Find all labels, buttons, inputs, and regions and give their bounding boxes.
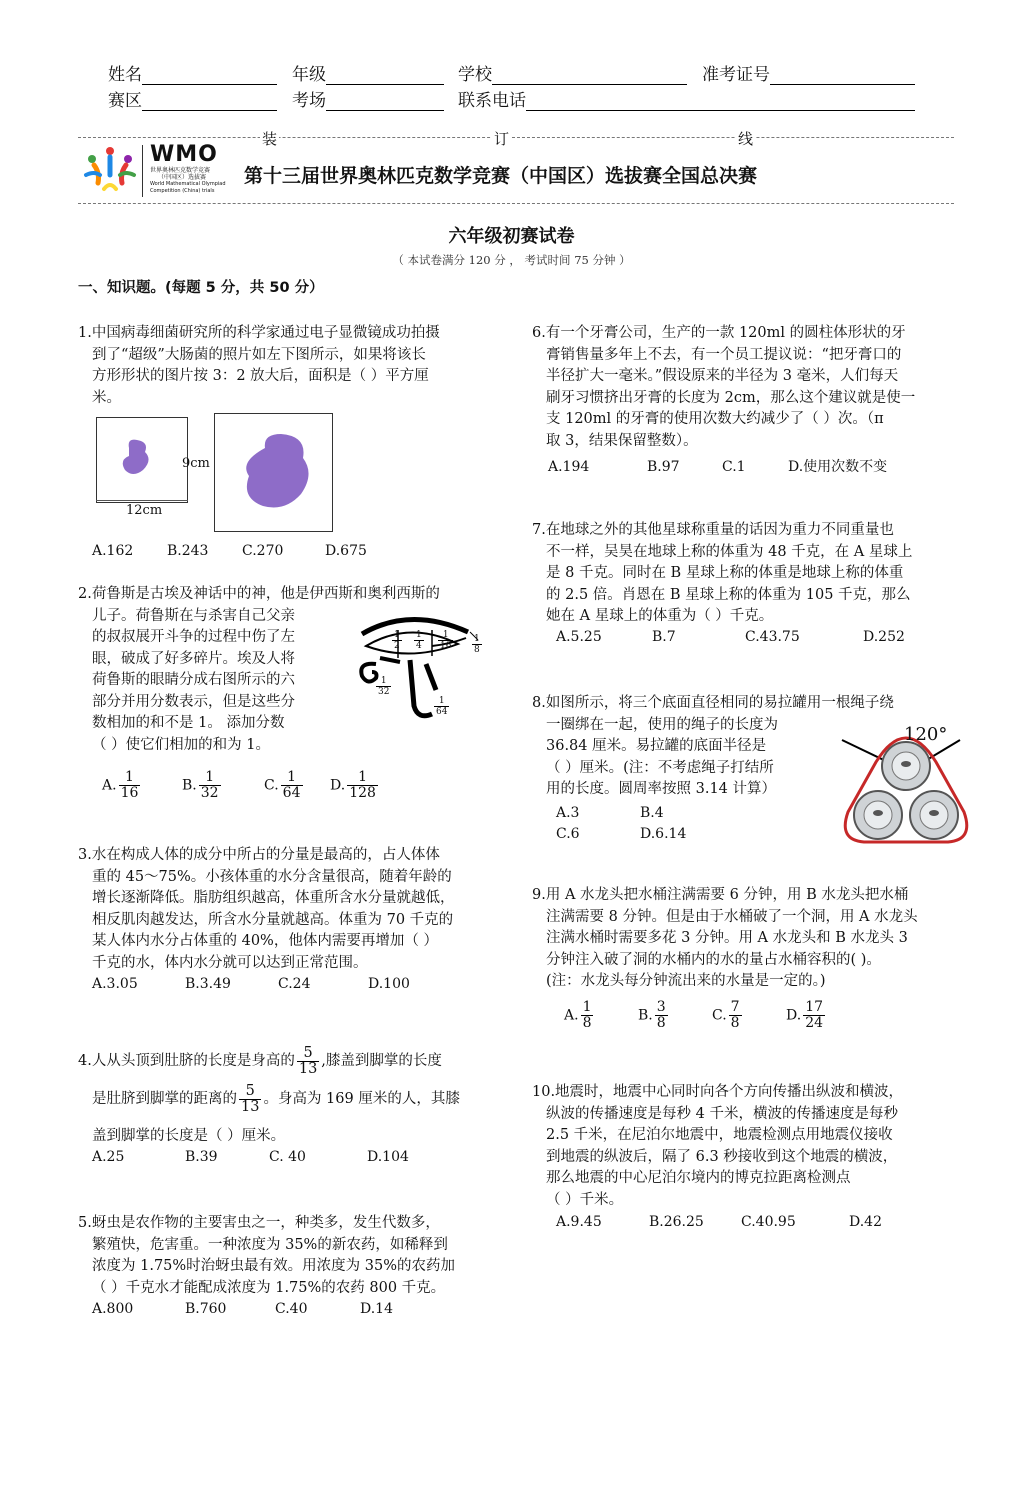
q6-line: 取 3，结果保留整数）。 — [546, 432, 698, 449]
q3-line: 增长逐渐降低。脂肪组织越高，体重所含水分量就越低， — [92, 890, 455, 906]
frac-d: 13 — [298, 1060, 318, 1077]
question-7 — [532, 520, 962, 628]
q7-options — [556, 629, 905, 645]
bacteria-large-icon — [215, 414, 332, 531]
phone-field[interactable] — [458, 86, 915, 111]
q8-option-d[interactable]: D.6.14 — [640, 826, 687, 842]
q4-text: 是肚脐到脚掌的距离的 — [92, 1091, 237, 1107]
q3-line: 千克的水，体内水分就可以达到正常范围。 — [92, 954, 368, 971]
q6-option-c[interactable]: C.1 — [722, 459, 746, 475]
q7-option-c[interactable]: C.43.75 — [745, 629, 800, 645]
q1-small-photo — [96, 417, 188, 503]
q8-option-c[interactable]: C.6 — [556, 826, 580, 842]
eye-frac-64 — [434, 696, 449, 717]
question-1 — [78, 323, 508, 409]
q6-option-b[interactable]: B.97 — [647, 459, 680, 475]
frac-d: 16 — [120, 785, 139, 801]
opt-label: C. — [264, 777, 279, 794]
q7-line: 不一样，吴昊在地球上称的体重为 48 千克，在 A 星球上 — [546, 543, 913, 560]
q10-option-d[interactable]: D.42 — [849, 1214, 882, 1230]
q6-line: 膏销售量多年上不去，有一个员工提议说：“把牙膏口的 — [546, 346, 902, 363]
region-label: 赛区 — [108, 91, 142, 111]
phone-label: 联系电话 — [458, 91, 526, 111]
frac-n: 1 — [347, 770, 378, 786]
eye-frac-d: 2 — [394, 641, 400, 651]
q7-line: 是 8 千克。同时在 B 星球上称的体重是地球上称的体重 — [546, 565, 904, 581]
q4-options — [92, 1149, 409, 1165]
q3-line: 重的 45～75%。小孩体重的水分含量很高，随着年龄的 — [92, 868, 452, 885]
q5-option-a[interactable]: A.800 — [92, 1301, 134, 1317]
logo-divider — [142, 145, 143, 197]
frac-n: 17 — [805, 999, 824, 1015]
q6-options — [548, 456, 887, 476]
q1-line: 方形形状的图片按 3：2 放大后，面积是（ ）平方厘 — [92, 368, 429, 384]
frac-n: 1 — [199, 770, 221, 786]
room-field[interactable] — [292, 86, 444, 111]
name-field[interactable] — [108, 60, 277, 85]
q9-line: 9.用 A 水龙头把水桶注满需要 6 分钟，用 B 水龙头把水桶 — [532, 887, 909, 903]
frac-d: 128 — [349, 785, 376, 801]
opt-label: A. — [564, 1007, 579, 1024]
q9-line: 分钟注入破了洞的水桶内的水的量占水桶容积的( )。 — [546, 951, 881, 968]
frac-n: 1 — [281, 770, 303, 786]
q6-line: 支 120ml 的牙膏的使用次数大约减少了（ ）次。（π — [546, 411, 884, 427]
grade-field[interactable] — [292, 60, 444, 85]
q2-line: 荷鲁斯的眼睛分成右图所示的六 — [92, 672, 295, 688]
q5-line: 浓度为 1.75%时治蚜虫最有效。用浓度为 35%的农药加 — [92, 1258, 456, 1274]
exam-id-label: 准考证号 — [702, 65, 770, 85]
frac-n: 1 — [119, 770, 141, 786]
question-4-cont — [78, 1126, 518, 1148]
frac-d: 13 — [241, 1098, 260, 1115]
frac-n: 5 — [239, 1084, 261, 1100]
competition-title: 第十三届世界奥林匹克数学竞赛（中国区）选拔赛全国总决赛 — [244, 165, 758, 187]
frac-d: 8 — [582, 1015, 592, 1031]
logo-cn-1: 世界奥林匹克数学竞赛 — [150, 167, 211, 174]
frac-d: 24 — [805, 1015, 824, 1031]
q10-line: 10.地震时，地震中心同时向各个方向传播出纵波和横波， — [532, 1084, 904, 1100]
q4-line: 盖到脚掌的长度是（ ）厘米。 — [92, 1128, 286, 1144]
eye-frac-n: 1 — [474, 634, 480, 644]
eye-frac-8 — [472, 634, 482, 655]
question-10 — [532, 1082, 972, 1211]
q5-option-c[interactable]: C.40 — [275, 1301, 308, 1317]
grade-blank[interactable] — [326, 64, 444, 85]
opt-label: B. — [638, 1007, 653, 1024]
eye-frac-n: 1 — [434, 696, 449, 707]
q1-line: 米。 — [92, 389, 121, 406]
q1-height-label: 9cm — [182, 456, 210, 471]
q10-option-c[interactable]: C.40.95 — [741, 1214, 796, 1230]
bind-mark-1: 装 — [262, 130, 278, 148]
q8-angle-label: 120° — [904, 724, 948, 745]
eye-frac-16 — [438, 630, 453, 651]
region-blank[interactable] — [142, 90, 277, 111]
q1-options — [92, 543, 367, 559]
q4-text: 4.人从头顶到肚脐的长度是身高的 — [78, 1053, 295, 1069]
q2-line: 数相加的和不是 1。 添加分数 — [92, 715, 285, 731]
q2-line: 儿子。荷鲁斯在与杀害自己父亲 — [92, 607, 295, 624]
bacteria-small-icon — [97, 418, 187, 502]
q9-option-c[interactable] — [712, 1000, 786, 1031]
bind-mark-2: 订 — [494, 130, 510, 148]
phone-blank[interactable] — [526, 90, 915, 111]
q1-option-b[interactable]: B.243 — [167, 543, 209, 559]
q2-line: （ ）使它们相加的和为 1。 — [92, 736, 270, 753]
q9-line: 注满水桶时需要多花 3 分钟。用 A 水龙头和 B 水龙头 3 — [546, 930, 908, 946]
q10-line: （ ）千米。 — [546, 1191, 624, 1208]
q3-line: 3.水在构成人体的成分中所占的分量是最高的，占人体体 — [78, 847, 440, 863]
frac-d: 8 — [730, 1015, 740, 1031]
q10-line: 纵波的传播速度是每秒 4 千米，横波的传播速度是每秒 — [546, 1105, 898, 1122]
q10-line: 2.5 千米，在尼泊尔地震中，地震检测点用地震仪接收 — [546, 1127, 893, 1143]
eye-frac-2 — [392, 630, 402, 651]
q1-option-d[interactable]: D.675 — [325, 543, 367, 559]
question-9 — [532, 885, 972, 993]
section-title: 一、知识题。(每题 5 分，共 50 分） — [78, 280, 324, 296]
q8-line: 36.84 厘米。易拉罐的底面半径是 — [546, 738, 767, 754]
q4-text: 。身高为 169 厘米的人，其膝 — [263, 1091, 460, 1107]
q8-line: 一圈绑在一起，使用的绳子的长度为 — [546, 716, 778, 733]
eye-frac-d: 8 — [474, 645, 480, 655]
q8-option-a[interactable]: A.3 — [556, 805, 580, 821]
opt-label: B. — [182, 777, 197, 794]
logo-subtext — [150, 167, 226, 195]
exam-id-field[interactable] — [702, 60, 915, 85]
logo-cn-2: （中国区）选拔赛 — [158, 174, 207, 181]
q7-line: 的 2.5 倍。肖恩在 B 星球上称的体重为 105 千克，那么 — [546, 586, 911, 603]
paper-title: 六年级初赛试卷 — [448, 226, 575, 247]
q10-line: 到地震的纵波后，隔了 6.3 秒接收到这个地震的横波， — [546, 1148, 898, 1165]
q9-line: 注满需要 8 分钟。但是由于水桶破了一个洞，用 A 水龙头 — [546, 908, 918, 925]
q5-line: 繁殖快，危害重。一种浓度为 35%的新农药，如稀释到 — [92, 1236, 448, 1253]
horus-eye-icon — [340, 610, 490, 722]
frac-n: 3 — [656, 999, 666, 1015]
q1-large-photo — [214, 413, 333, 532]
eye-frac-n: 1 — [438, 630, 453, 641]
eye-frac-d: 64 — [436, 707, 448, 717]
q3-option-c[interactable]: C.24 — [278, 976, 311, 992]
school-field[interactable] — [458, 60, 687, 85]
header-rule — [78, 203, 954, 204]
q6-line: 刷牙习惯挤出牙膏的长度为 2cm，那么这个建议就是使一 — [546, 389, 916, 406]
q5-options — [92, 1301, 393, 1317]
q8-line: 用的长度。圆周率按照 3.14 计算） — [546, 781, 777, 797]
question-3 — [78, 845, 508, 974]
q8-option-b[interactable]: B.4 — [640, 805, 664, 821]
q1-option-a[interactable]: A.162 — [92, 543, 134, 559]
q7-option-d[interactable]: D.252 — [863, 629, 905, 645]
q4-option-d[interactable]: D.104 — [367, 1149, 409, 1165]
frac-d: 32 — [200, 785, 219, 801]
frac-d: 8 — [656, 1015, 666, 1031]
q3-option-d[interactable]: D.100 — [368, 976, 410, 992]
q4-text: ,膝盖到脚掌的长度 — [321, 1053, 442, 1069]
eye-frac-d: 16 — [440, 641, 452, 651]
opt-label: A. — [102, 777, 117, 794]
question-4 — [78, 1042, 518, 1118]
question-6 — [532, 323, 962, 452]
q3-option-a[interactable]: A.3.05 — [92, 976, 138, 992]
frac-n: 7 — [730, 999, 740, 1015]
q10-option-a[interactable]: A.9.45 — [556, 1214, 602, 1230]
q3-options — [92, 976, 410, 992]
school-label: 学校 — [458, 65, 492, 85]
name-label: 姓名 — [108, 65, 142, 85]
eye-frac-4 — [414, 630, 424, 651]
bind-mark-3: 线 — [738, 130, 754, 148]
q2-option-c[interactable] — [264, 770, 330, 801]
q9-options — [564, 1000, 827, 1031]
q3-line: 某人体内水分占体重的 40%，他体内需要再增加（ ） — [92, 933, 438, 949]
paper-note: （ 本试卷满分 120 分 ， 考试时间 75 分钟 ） — [392, 253, 631, 267]
q7-option-b[interactable]: B.7 — [652, 629, 676, 645]
q7-line: 她在 A 星球上的体重为（ ）千克。 — [546, 608, 774, 624]
q2-line: 的叔叔展开斗争的过程中伤了左 — [92, 629, 295, 645]
eye-frac-n: 1 — [416, 630, 422, 640]
opt-label: D. — [330, 777, 346, 794]
q8-options — [556, 803, 686, 845]
eye-frac-n: 1 — [376, 676, 391, 687]
q4-option-b[interactable]: B.39 — [185, 1149, 218, 1165]
q10-line: 那么地震的中心尼泊尔境内的博克拉距离检测点 — [546, 1170, 851, 1186]
question-5 — [78, 1213, 518, 1299]
q2-option-a[interactable] — [102, 770, 182, 801]
q6-line: 半径扩大一毫米。”假设原来的半径为 3 毫米，人们每天 — [546, 368, 899, 384]
q2-line: 2.荷鲁斯是古埃及神话中的神，他是伊西斯和奥利西斯的 — [78, 586, 440, 602]
q8-line: （ ）厘米。(注：不考虑绳子打结所 — [546, 759, 774, 776]
q5-line: 5.蚜虫是农作物的主要害虫之一，种类多，发生代数多， — [78, 1215, 440, 1231]
q2-option-d[interactable] — [330, 770, 380, 801]
frac-n: 5 — [297, 1046, 319, 1062]
q5-option-d[interactable]: D.14 — [360, 1301, 393, 1317]
q9-line: (注：水龙头每分钟流出来的水量是一定的。) — [546, 973, 826, 989]
q6-option-d[interactable]: D.使用次数不变 — [788, 459, 888, 475]
horus-eye-figure — [340, 610, 490, 722]
opt-label: C. — [712, 1007, 727, 1024]
eye-frac-32 — [376, 676, 391, 697]
q7-line: 7.在地球之外的其他星球称重量的话因为重力不同重量也 — [532, 522, 894, 538]
q7-option-a[interactable]: A.5.25 — [556, 629, 602, 645]
logo-en-1: World Mathematical Olympiad — [150, 181, 226, 187]
frac-n: 1 — [582, 999, 592, 1015]
q4-option-a[interactable]: A.25 — [92, 1149, 125, 1165]
school-blank[interactable] — [492, 64, 687, 85]
q1-width-arrow — [96, 500, 188, 501]
q2-option-b[interactable] — [182, 770, 264, 801]
q9-option-a[interactable] — [564, 1000, 638, 1031]
q2-line: 眼，破成了好多碎片。埃及人将 — [92, 650, 295, 667]
grade-label: 年级 — [292, 65, 326, 85]
room-label: 考场 — [292, 91, 326, 111]
q4-option-c[interactable]: C. 40 — [269, 1149, 306, 1165]
room-blank[interactable] — [326, 90, 444, 111]
q8-line: 8.如图所示，将三个底面直径相同的易拉罐用一根绳子绕 — [532, 695, 894, 711]
q6-option-a[interactable]: A.194 — [548, 459, 590, 475]
eye-frac-d: 4 — [416, 641, 422, 651]
q5-option-b[interactable]: B.760 — [185, 1301, 227, 1317]
q10-option-b[interactable]: B.26.25 — [649, 1214, 704, 1230]
q3-option-b[interactable]: B.3.49 — [185, 976, 231, 992]
q1-width-label: 12cm — [126, 503, 163, 518]
wmo-logo-icon — [80, 145, 140, 195]
q2-line: 部分并用分数表示，但是这些分 — [92, 693, 295, 710]
q9-option-d[interactable] — [786, 1000, 827, 1031]
q1-line: 1.中国病毒细菌研究所的科学家通过电子显微镜成功拍摄 — [78, 325, 440, 341]
q3-line: 相反肌肉越发达，所含水分量就越高。体重为 70 千克的 — [92, 911, 454, 928]
q5-line: （ ）千克水才能配成浓度为 1.75%的农药 800 千克。 — [92, 1279, 446, 1296]
opt-label: D. — [786, 1007, 802, 1024]
q9-option-b[interactable] — [638, 1000, 712, 1031]
q1-option-c[interactable]: C.270 — [242, 543, 284, 559]
name-blank[interactable] — [142, 64, 277, 85]
logo-abbr: WMO — [150, 142, 218, 167]
region-field[interactable] — [108, 86, 277, 111]
q2-options — [102, 770, 380, 801]
exam-id-blank[interactable] — [770, 64, 915, 85]
eye-frac-d: 32 — [378, 687, 390, 697]
q10-options — [556, 1214, 882, 1230]
q6-line: 6.有一个牙膏公司，生产的一款 120ml 的圆柱体形状的牙 — [532, 325, 906, 341]
eye-frac-n: 1 — [394, 630, 400, 640]
frac-d: 64 — [282, 785, 301, 801]
logo-en-2: Competition (China) trials — [150, 188, 215, 194]
q1-line: 到了“超级”大肠菌的照片如左下图所示，如果将该长 — [92, 346, 426, 363]
